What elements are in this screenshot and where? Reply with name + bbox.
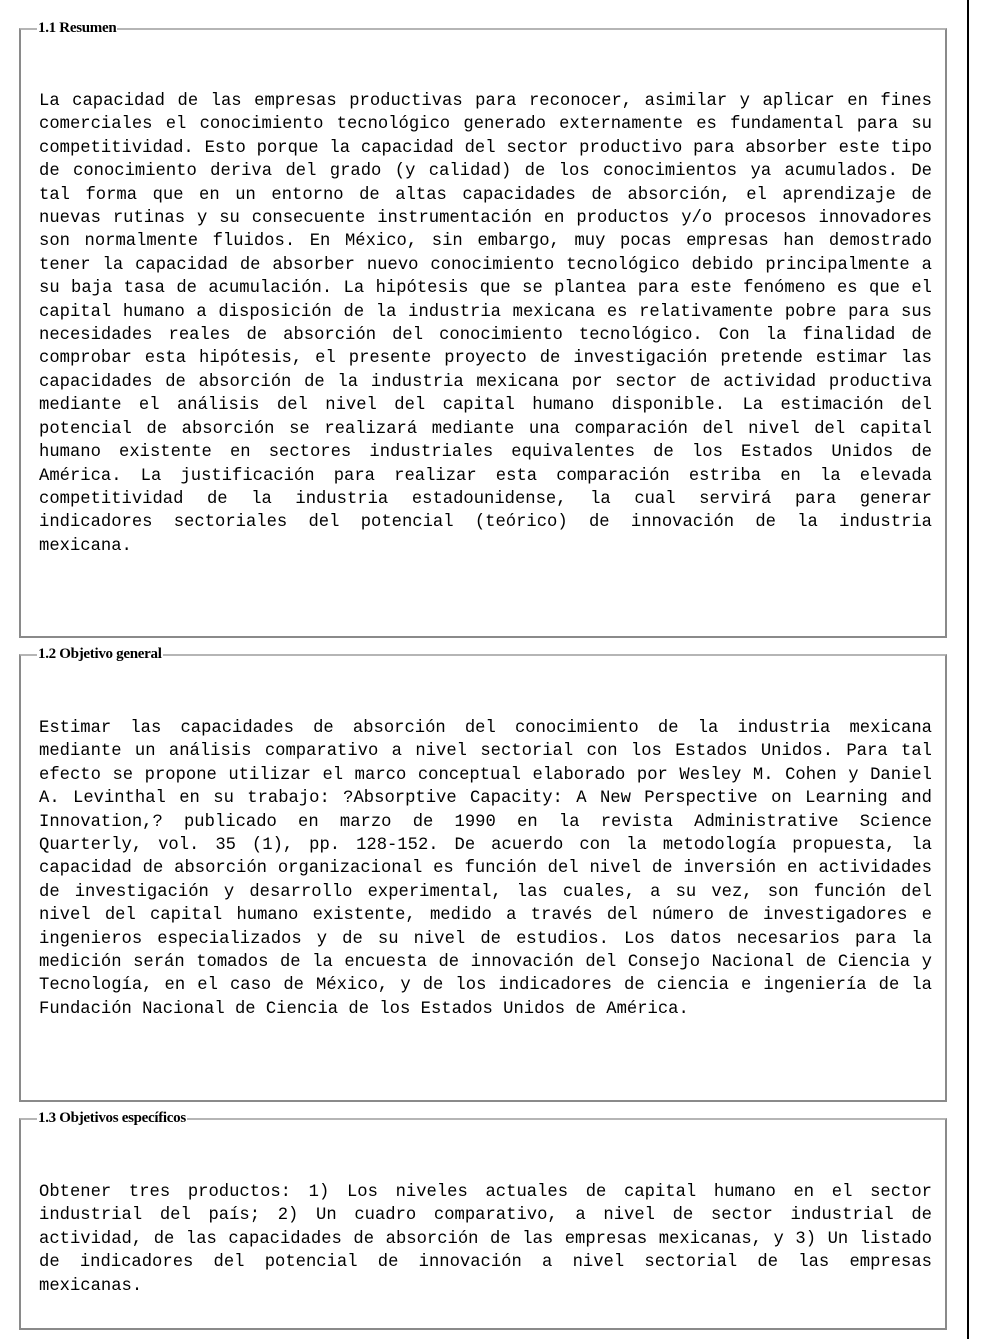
section-body: La capacidad de las empresas productivas para reconocer, asimilar y aplicar en fines comerciales el conocimiento tecnológico generado externamente es fundamental para su competitividad. Esto porque la capacidad del sector productivo para absorber este tipo de conocimiento deriva del grado (y calidad) de los conocimientos ya acumulados. De tal forma que en un entorno de altas capacidades de absorción, el aprendizaje de nuevas rutinas y su consecuente instrumentación en productos y/o procesos innovadores son normalmente fluidos. En México, sin embargo, muy pocas empresas han demostrado tener la capacidad de absorber nuevo conocimiento tecnológico debido principalmente a su baja tasa de acumulación. La hipótesis que se plantea para este fenómeno es que el capital humano a disposición de la industria mexicana es relativamente pobre para sus necesidades reales de absorción del conocimiento tecnológico. Con la finalidad de comprobar esta hipótesis, el presente proyecto de investigación pretende estimar las capacidades de absorción de la industria mexicana por sector de actividad productiva mediante el análisis del nivel del capital humano disponible. La estimación del potencial de absorción se realizará mediante una comparación del nivel del capital humano existente en sectores industriales equivalentes de los Estados Unidos de América. La justificación para realizar esta comparación estriba en la elevada competitividad de la industria estadounidense, la cual servirá para generar indicadores sectoriales del potencial (teórico) de innovación de la industria mexicana. bbox=[39, 92, 932, 556]
section-title: 1.2 Objetivo general bbox=[38, 646, 162, 662]
section-title: 1.1 Resumen bbox=[38, 20, 117, 36]
section-objetivo-general bbox=[19, 646, 947, 1102]
section-resumen bbox=[19, 20, 947, 638]
section-title: 1.3 Objetivos específicos bbox=[38, 1110, 186, 1126]
page-right-border bbox=[967, 0, 969, 1339]
section-body: Obtener tres productos: 1) Los niveles actuales de capital humano en el sector industrial del país; 2) Un cuadro comparativo, a nivel de sector industrial de actividad, de las capacidades de absorción de las empresas mexicanas, y 3) Un listado de indicadores del potencial de innovación a nivel sectorial de las empresas mexicanas. bbox=[39, 1183, 932, 1296]
section-objetivos-especificos bbox=[19, 1110, 947, 1330]
section-body: Estimar las capacidades de absorción del conocimiento de la industria mexicana mediante un análisis comparativo a nivel sectorial con los Estados Unidos. Para tal efecto se propone utilizar el marco conceptual elaborado por Wesley M. Cohen y Daniel A. Levinthal en su trabajo: ?Absorptive Capacity: A New Perspective on Learning and Innovation,? publicado en marzo de 1990 en la revista Administrative Science Quarterly, vol. 35 (1), pp. 128-152. De acuerdo con la metodología propuesta, la capacidad de absorción organizacional es función del nivel de inversión en actividades de investigación y desarrollo experimental, las cuales, a su vez, son función del nivel del capital humano existente, medido a través del número de investigadores e ingenieros especializados y de su nivel de estudios. Los datos necesarios para la medición serán tomados de la encuesta de innovación del Consejo Nacional de Ciencia y Tecnología, en el caso de México, y de los indicadores de ciencia e ingeniería de la Fundación Nacional de Ciencia de los Estados Unidos de América. bbox=[39, 719, 932, 1019]
